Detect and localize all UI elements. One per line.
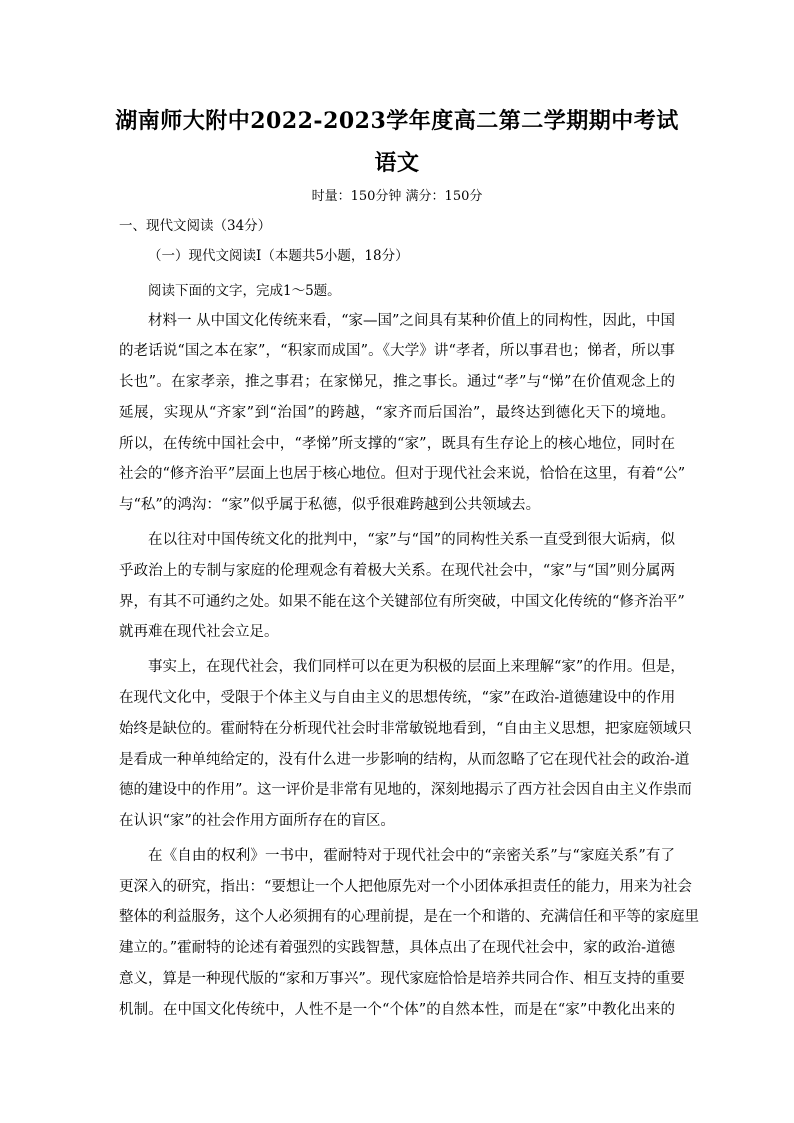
paragraph-line: 在《自由的权利》一书中，霍耐特对于现代社会中的“亲密关系”与“家庭关系”有了 [148, 848, 675, 864]
paragraph-line: 机制。在中国文化传统中，人性不是一个“个体”的自然本性，而是在“家”中教化出来的 [119, 1002, 675, 1018]
paragraph-line: 德的建设中的作用”。这一评价是非常有见地的，深刻地揭示了西方社会因自由主义作祟而 [119, 782, 692, 798]
paragraph-line: 整体的利益服务，这个人必须拥有的心理前提，是在一个和谐的、充满信任和平等的家庭里 [119, 909, 699, 925]
section-heading: 一、现代文阅读（34分） [119, 218, 272, 234]
document-subtitle: 语文 [374, 150, 420, 176]
document-title: 湖南师大附中2022-2023学年度高二第二学期期中考试 [115, 108, 679, 134]
paragraph-line: 社会的“修齐治平”层面上也居于核心地位。但对于现代社会来说，恰恰在这里，有着“公” [119, 466, 686, 482]
paragraph-line: 所以，在传统中国社会中，“孝悌”所支撑的“家”，既具有生存论上的核心地位，同时在 [119, 436, 675, 452]
paragraph-line: 意义，算是一种现代版的“家和万事兴”。现代家庭恰恰是培养共同合作、相互支持的重要 [119, 971, 685, 987]
instruction-text: 阅读下面的文字，完成1～5题。 [148, 283, 341, 299]
paragraph-line: 乎政治上的专制与家庭的伦理观念有着极大关系。在现代社会中，“家”与“国”则分属两 [119, 563, 675, 579]
paragraph-line: 与“私”的鸿沟：“家”似乎属于私德，似乎很难跨越到公共领域去。 [119, 497, 541, 513]
paragraph-line: 始终是缺位的。霍耐特在分析现代社会时非常敏锐地看到，“自由主义思想，把家庭领域只 [119, 721, 692, 737]
paragraph-line: 就再难在现代社会立足。 [119, 624, 279, 640]
paragraph-line: 在以往对中国传统文化的批判中，“家”与“国”的同构性关系一直受到很大诟病，似 [148, 532, 675, 548]
paragraph-line: 建立的。”霍耐特的论述有着强烈的实践智慧，具体点出了在现代社会中，家的政治-道德 [119, 940, 676, 956]
paragraph-line: 长也”。在家孝亲，推之事君；在家悌兄，推之事长。通过“孝”与“悌”在价值观念上的 [119, 374, 675, 390]
paragraph-line: 事实上，在现代社会，我们同样可以在更为积极的层面上来理解“家”的作用。但是， [148, 659, 685, 675]
paragraph-line: 的老话说“国之本在家”，“积家而成国”。《大学》讲“孝者，所以事君也；悌者，所以事 [119, 343, 675, 359]
subsection-heading: （一）现代文阅读I（本题共5小题，18分） [148, 248, 409, 264]
exam-meta: 时量：150分钟 满分：150分 [311, 189, 483, 204]
paragraph-line: 延展，实现从“齐家”到“治国”的跨越，“家齐而后国治”，最终达到德化天下的境地。 [119, 405, 675, 421]
paragraph-line: 在现代文化中，受限于个体主义与自由主义的思想传统，“家”在政治-道德建设中的作用 [119, 690, 676, 706]
paragraph-line: 界，有其不可通约之处。如果不能在这个关键部位有所突破，中国文化传统的“修齐治平” [119, 594, 685, 610]
paragraph-line: 材料一 从中国文化传统来看，“家—国”之间具有某种价值上的同构性，因此，中国 [148, 313, 675, 329]
paragraph-line: 在认识“家”的社会作用方面所存在的盲区。 [119, 813, 395, 829]
paragraph-line: 是看成一种单纯给定的，没有什么进一步影响的结构，从而忽略了它在现代社会的政治-道 [119, 752, 690, 768]
paragraph-line: 更深入的研究，指出：“要想让一个人把他原先对一个小团体承担责任的能力，用来为社会 [119, 879, 692, 895]
